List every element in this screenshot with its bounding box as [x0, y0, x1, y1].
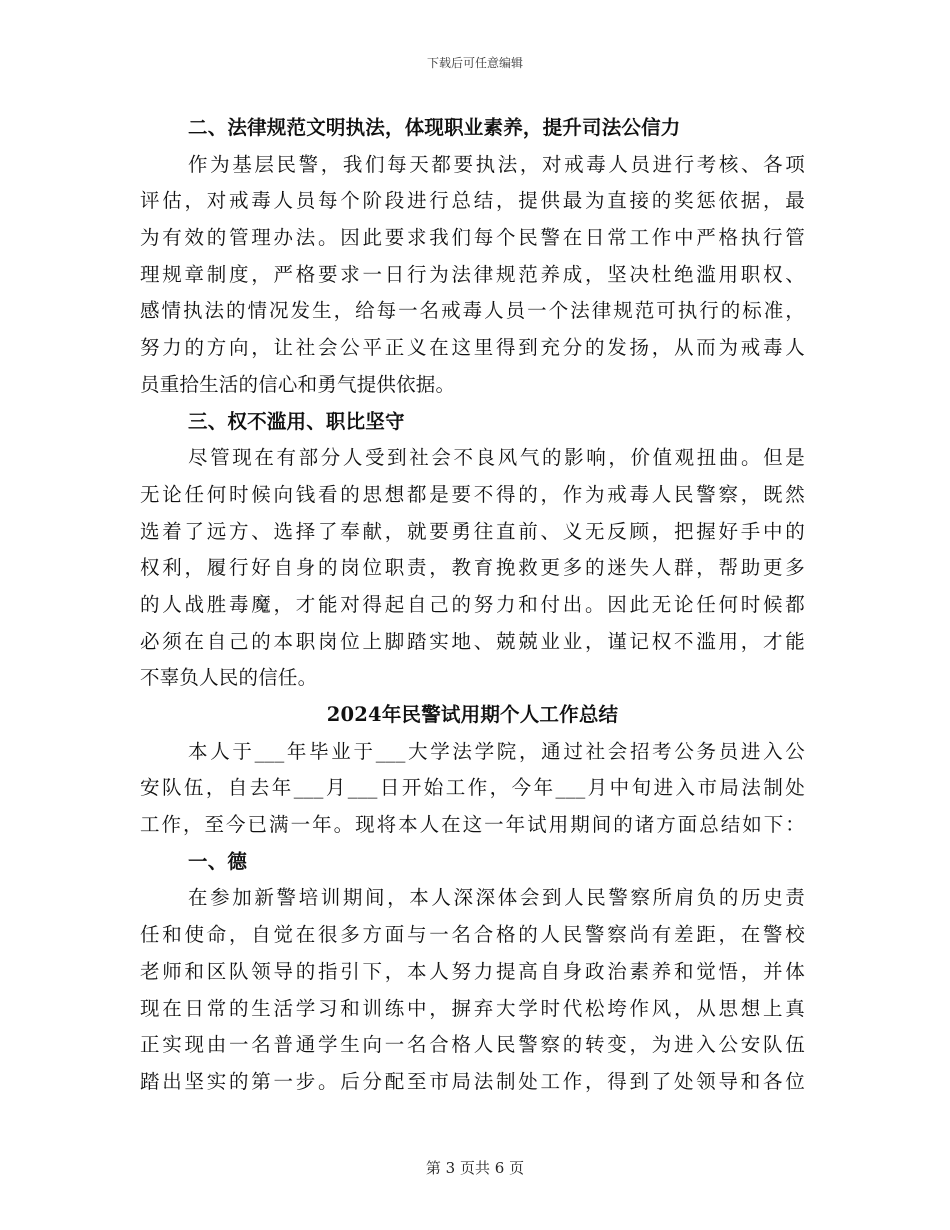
- paragraph-line: 理规章制度，严格要求一日行为法律规范养成，坚决杜绝滥用职权、: [140, 262, 805, 286]
- section-heading: 三、权不滥用、职比坚守: [188, 409, 405, 433]
- document-body: [140, 110, 805, 1101]
- paragraph-line: 正实现由一名普通学生向一名合格人民警察的转变，为进入公安队伍: [140, 1033, 805, 1057]
- header-note: 下载后可任意编辑: [426, 56, 523, 70]
- section-heading: 一、德: [188, 849, 248, 873]
- paragraph-first-line: 本人于___年毕业于___大学法学院，通过社会招考公务员进入公: [188, 739, 805, 763]
- paragraph-first-line: 在参加新警培训期间，本人深深体会到人民警察所肩负的历史责: [188, 886, 805, 910]
- paragraph-line: 为有效的管理办法。因此要求我们每个民警在日常工作中严格执行管: [140, 226, 805, 250]
- paragraph-first-line: 尽管现在有部分人受到社会不良风气的影响，价值观扭曲。但是: [188, 446, 805, 470]
- paragraph-line: 感情执法的情况发生，给每一名戒毒人员一个法律规范可执行的标准，: [140, 299, 805, 323]
- paragraph-line: 老师和区队领导的指引下，本人努力提高自身政治素养和觉悟，并体: [140, 959, 805, 983]
- section-heading: 二、法律规范文明执法，体现职业素养，提升司法公信力: [188, 116, 681, 139]
- paragraph-line: 评估，对戒毒人员每个阶段进行总结，提供最为直接的奖惩依据，最: [140, 189, 805, 213]
- paragraph-line: 工作，至今已满一年。现将本人在这一年试用期间的诸方面总结如下：: [140, 813, 805, 837]
- paragraph-line: 现在日常的生活学习和训练中，摒弃大学时代松垮作风，从思想上真: [140, 996, 805, 1020]
- paragraph-line: 的人战胜毒魔，才能对得起自己的努力和付出。因此无论任何时候都: [140, 592, 805, 616]
- paragraph-line: 选着了远方、选择了奉献，就要勇往直前、义无反顾，把握好手中的: [140, 519, 805, 543]
- page-number: 第 3 页共 6 页: [425, 1159, 525, 1177]
- document-title: 2024年民警试用期个人工作总结: [326, 703, 619, 726]
- paragraph-last-line: 不辜负人民的信任。: [140, 666, 318, 690]
- paragraph-line: 必须在自己的本职岗位上脚踏实地、兢兢业业，谨记权不滥用，才能: [140, 629, 805, 653]
- paragraph-line: 任和使命，自觉在很多方面与一名合格的人民警察尚有差距，在警校: [140, 923, 805, 947]
- paragraph-first-line: 作为基层民警，我们每天都要执法，对戒毒人员进行考核、各项: [188, 152, 805, 176]
- paragraph-line: 踏出坚实的第一步。后分配至市局法制处工作，得到了处领导和各位: [140, 1069, 805, 1093]
- paragraph-line: 努力的方向，让社会公平正义在这里得到充分的发扬，从而为戒毒人: [140, 336, 805, 360]
- paragraph-line: 权利，履行好自身的岗位职责，教育挽救更多的迷失人群，帮助更多: [140, 556, 805, 580]
- paragraph-line: 无论任何时候向钱看的思想都是要不得的，作为戒毒人民警察，既然: [140, 482, 805, 506]
- paragraph-last-line: 员重拾生活的信心和勇气提供依据。: [140, 372, 456, 396]
- paragraph-line: 安队伍，自去年___月___日开始工作，今年___月中旬进入市局法制处: [140, 776, 805, 800]
